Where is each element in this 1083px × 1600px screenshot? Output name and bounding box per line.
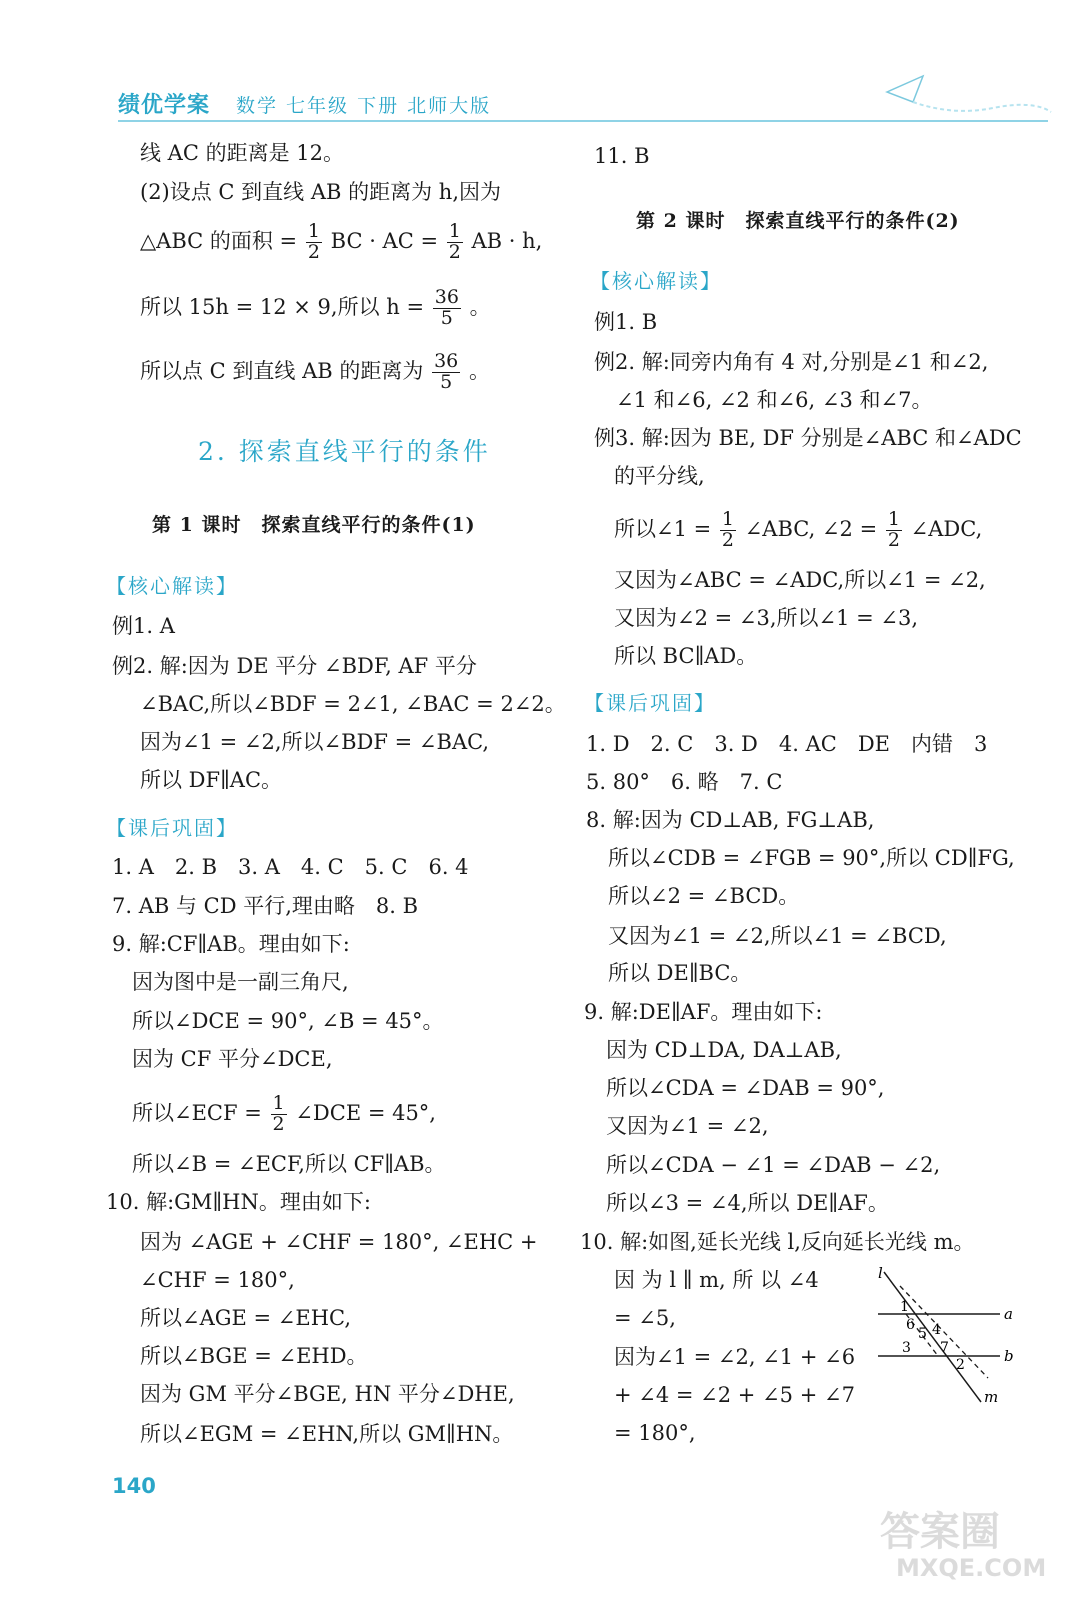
answer-line: 因为∠1 = ∠2,所以∠BDF = ∠BAC, — [140, 730, 490, 754]
angle-6: 6 — [906, 1317, 915, 1333]
answer-line: 所以∠DCE = 90°, ∠B = 45°。 — [132, 1009, 444, 1033]
answer-line: 10. 解:如图,延长光线 l,反向延长光线 m。 — [580, 1230, 975, 1254]
answer-line: 所以∠CDA − ∠1 = ∠DAB − ∠2, — [606, 1153, 941, 1177]
answer-line: 例2. 解:因为 DE 平分 ∠BDF, AF 平分 — [112, 654, 477, 678]
parallel-lines-diagram — [876, 1266, 1026, 1416]
paper-plane-icon — [883, 72, 1053, 124]
answer-line: 所以∠CDA = ∠DAB = 90°, — [606, 1076, 885, 1100]
lesson-title: 第 2 课时 探索直线平行的条件(2) — [636, 210, 960, 232]
angle-3: 3 — [902, 1340, 911, 1356]
answer-line: 因为 CF 平分∠DCE, — [132, 1047, 333, 1071]
answer-line: 所以∠EGM = ∠EHN,所以 GM∥HN。 — [140, 1422, 514, 1446]
answer-line: 又因为∠1 = ∠2,所以∠1 = ∠BCD, — [608, 924, 947, 948]
section-title: 2. 探索直线平行的条件 — [198, 437, 491, 466]
answer-line: 所以 BC∥AD。 — [614, 644, 758, 668]
label-b: b — [1004, 1347, 1014, 1365]
answer-line: 又因为∠2 = ∠3,所以∠1 = ∠3, — [614, 606, 919, 630]
answer-line: 因为∠1 = ∠2, ∠1 + ∠6 — [614, 1345, 856, 1369]
fraction: $\frac{1}{2}$ — [307, 220, 320, 263]
text-line: (2)设点 C 到直线 AB 的距离为 h,因为 — [140, 180, 501, 204]
answer-line: 1. D 2. C 3. D 4. AC DE 内错 3 — [586, 732, 988, 756]
answer-line: 1. A 2. B 3. A 4. C 5. C 6. 4 — [112, 855, 469, 879]
answer-line: 所以∠BGE = ∠EHD。 — [140, 1344, 368, 1368]
answer-line: 例1. A — [112, 614, 175, 638]
answer-line: 因为图中是一副三角尺, — [132, 970, 349, 994]
answer-line: 所以∠2 = ∠BCD。 — [608, 884, 800, 908]
watermark-logo — [860, 1500, 1060, 1595]
section-tag: 【核心解读】 — [106, 574, 238, 598]
answer-line: 所以∠CDB = ∠FGB = 90°,所以 CD∥FG, — [608, 846, 1015, 870]
angle-2: 2 — [956, 1357, 965, 1373]
answer-line: 的平分线, — [614, 464, 705, 488]
angle-4: 4 — [932, 1322, 941, 1338]
fraction: $\frac{1}{2}$ — [272, 1092, 285, 1135]
answer-line: 所以∠AGE = ∠EHC, — [140, 1306, 352, 1330]
answer-line: = ∠5, — [614, 1306, 676, 1330]
answer-line: ∠BAC,所以∠BDF = 2∠1, ∠BAC = 2∠2。 — [140, 692, 566, 716]
answer-line: 10. 解:GM∥HN。理由如下: — [106, 1190, 371, 1214]
answer-line: 例1. B — [594, 310, 658, 334]
fraction: $\frac{36}{5}$ — [434, 350, 459, 393]
formula-line: 所以∠ECF = $\frac{1}{2}$ ∠DCE = 45°, — [132, 1092, 436, 1135]
label-m: m — [984, 1388, 999, 1406]
page-header — [118, 84, 1048, 124]
brand-logo: 绩优学案 — [118, 93, 211, 118]
formula-line: △ABC 的面积 = $\frac{1}{2}$ BC · AC = $\frac{1}{2}$ AB · h, — [140, 220, 543, 263]
answer-line: 11. B — [594, 144, 650, 168]
fraction: $\frac{1}{2}$ — [887, 508, 900, 551]
section-tag: 【课后巩固】 — [106, 816, 238, 840]
formula-line: 所以∠1 = $\frac{1}{2}$ ∠ABC, ∠2 = $\frac{1}{2}$ ∠ADC, — [614, 508, 983, 551]
answer-line: 所以∠3 = ∠4,所以 DE∥AF。 — [606, 1191, 889, 1215]
answer-line: 因为 GM 平分∠BGE, HN 平分∠DHE, — [140, 1382, 515, 1406]
fraction: $\frac{1}{2}$ — [448, 220, 461, 263]
answer-line: 8. 解:因为 CD⊥AB, FG⊥AB, — [586, 808, 875, 832]
book-subtitle: 数学 七年级 下册 北师大版 — [236, 95, 492, 117]
answer-line: 例3. 解:因为 BE, DF 分别是∠ABC 和∠ADC — [594, 426, 1022, 450]
answer-line: = 180°, — [614, 1421, 696, 1445]
answer-line: 9. 解:DE∥AF。理由如下: — [584, 1000, 823, 1024]
answer-line: 5. 80° 6. 略 7. C — [586, 770, 783, 794]
answer-line: 7. AB 与 CD 平行,理由略 8. B — [112, 894, 419, 918]
answer-line: 因为 ∠AGE + ∠CHF = 180°, ∠EHC + — [140, 1230, 538, 1254]
text-line: 线 AC 的距离是 12。 — [140, 141, 344, 165]
answer-line: 因 为 l ∥ m, 所 以 ∠4 — [614, 1268, 819, 1292]
answer-line: ∠CHF = 180°, — [140, 1268, 295, 1292]
answer-line: 又因为∠ABC = ∠ADC,所以∠1 = ∠2, — [614, 568, 986, 592]
section-tag: 【课后巩固】 — [584, 691, 716, 715]
angle-1: 1 — [900, 1299, 909, 1315]
answer-line: 所以 DE∥BC。 — [608, 961, 752, 985]
angle-5: 5 — [918, 1326, 927, 1342]
answer-line: 因为 CD⊥DA, DA⊥AB, — [606, 1038, 842, 1062]
watermark-title: 答案圈 — [880, 1509, 1000, 1555]
formula-line: 所以点 C 到直线 AB 的距离为 $\frac{36}{5}$ 。 — [140, 350, 490, 393]
label-l: l — [878, 1266, 883, 1282]
answer-line: 例2. 解:同旁内角有 4 对,分别是∠1 和∠2, — [594, 350, 989, 374]
angle-7: 7 — [940, 1340, 949, 1356]
answer-line: 9. 解:CF∥AB。理由如下: — [112, 932, 350, 956]
section-tag: 【核心解读】 — [590, 269, 722, 293]
watermark-url: MXQE.COM — [896, 1554, 1047, 1582]
answer-line: 所以 DF∥AC。 — [140, 768, 283, 792]
label-a: a — [1004, 1305, 1013, 1323]
answer-line: + ∠4 = ∠2 + ∠5 + ∠7 — [614, 1383, 855, 1407]
answer-line: 又因为∠1 = ∠2, — [606, 1114, 769, 1138]
answer-line: ∠1 和∠6, ∠2 和∠6, ∠3 和∠7。 — [616, 388, 933, 412]
fraction: $\frac{1}{2}$ — [721, 508, 735, 551]
lesson-title: 第 1 课时 探索直线平行的条件(1) — [152, 514, 476, 536]
page-number: 140 — [112, 1474, 156, 1498]
answer-line: 所以∠B = ∠ECF,所以 CF∥AB。 — [132, 1152, 446, 1176]
fraction: $\frac{36}{5}$ — [434, 286, 459, 329]
formula-line: 所以 15h = 12 × 9,所以 h = $\frac{36}{5}$ 。 — [140, 286, 491, 329]
